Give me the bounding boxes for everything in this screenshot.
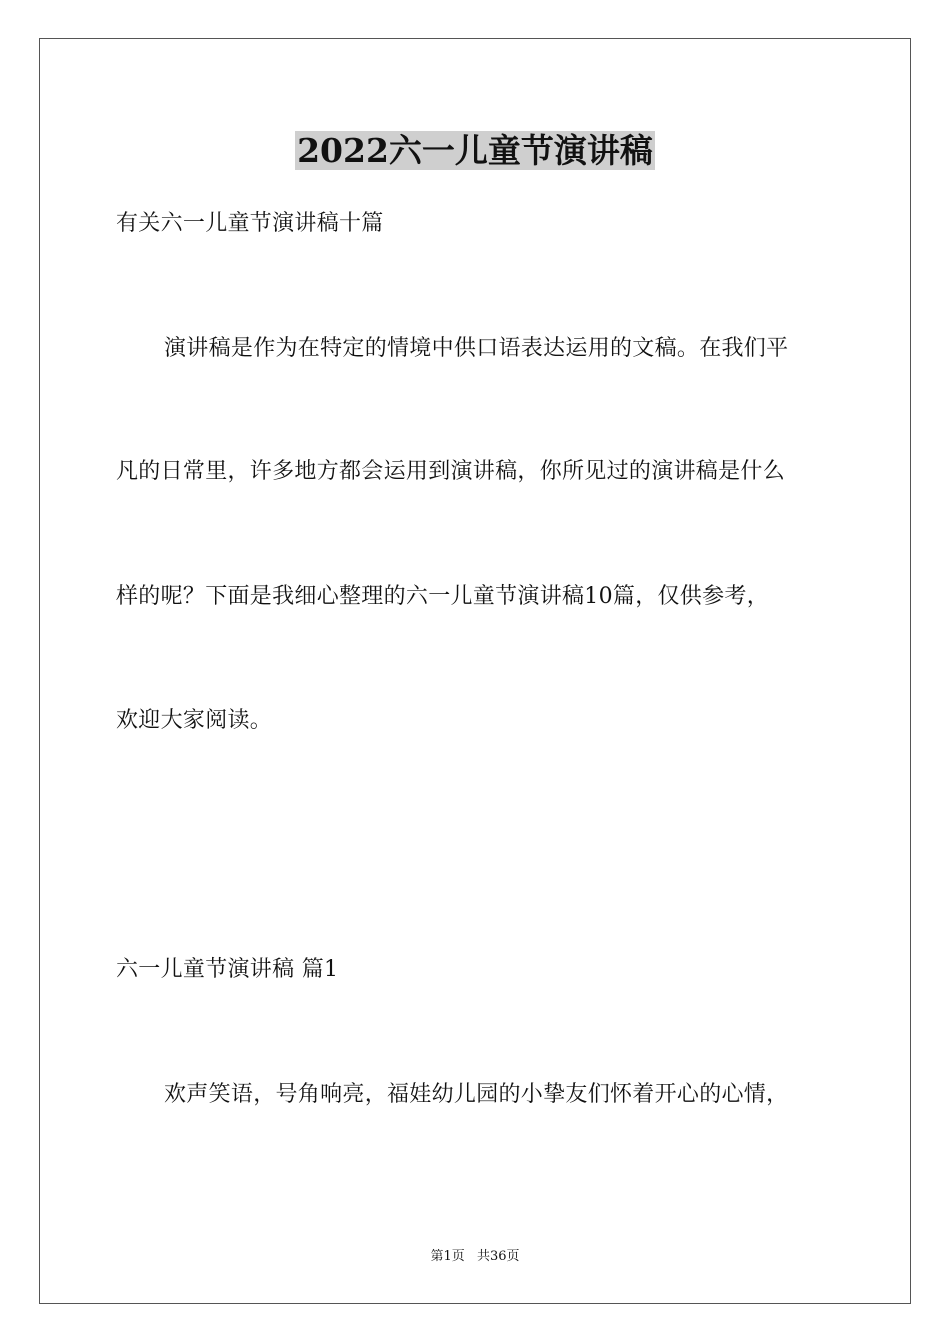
- document-title-text: 2022六一儿童节演讲稿: [297, 131, 653, 170]
- page-footer: [0, 1248, 950, 1266]
- section-heading: 六一儿童节演讲稿 篇1: [116, 957, 339, 982]
- intro-line-2: 凡的日常里，许多地方都会运用到演讲稿，你所见过的演讲稿是什么: [116, 459, 786, 484]
- document-subtitle: 有关六一儿童节演讲稿十篇: [116, 211, 384, 236]
- intro-line-4: 欢迎大家阅读。: [116, 708, 273, 733]
- intro-line-3: 样的呢？下面是我细心整理的六一儿童节演讲稿10篇，仅供参考，: [116, 584, 769, 609]
- page-total: 共36页: [476, 1249, 520, 1264]
- intro-line-1: 演讲稿是作为在特定的情境中供口语表达运用的文稿。在我们平: [164, 336, 789, 361]
- document-title: [0, 126, 950, 176]
- page-number: 第1页: [430, 1249, 465, 1264]
- section-line-1: 欢声笑语，号角响亮，福娃幼儿园的小挚友们怀着开心的心情，: [164, 1082, 789, 1107]
